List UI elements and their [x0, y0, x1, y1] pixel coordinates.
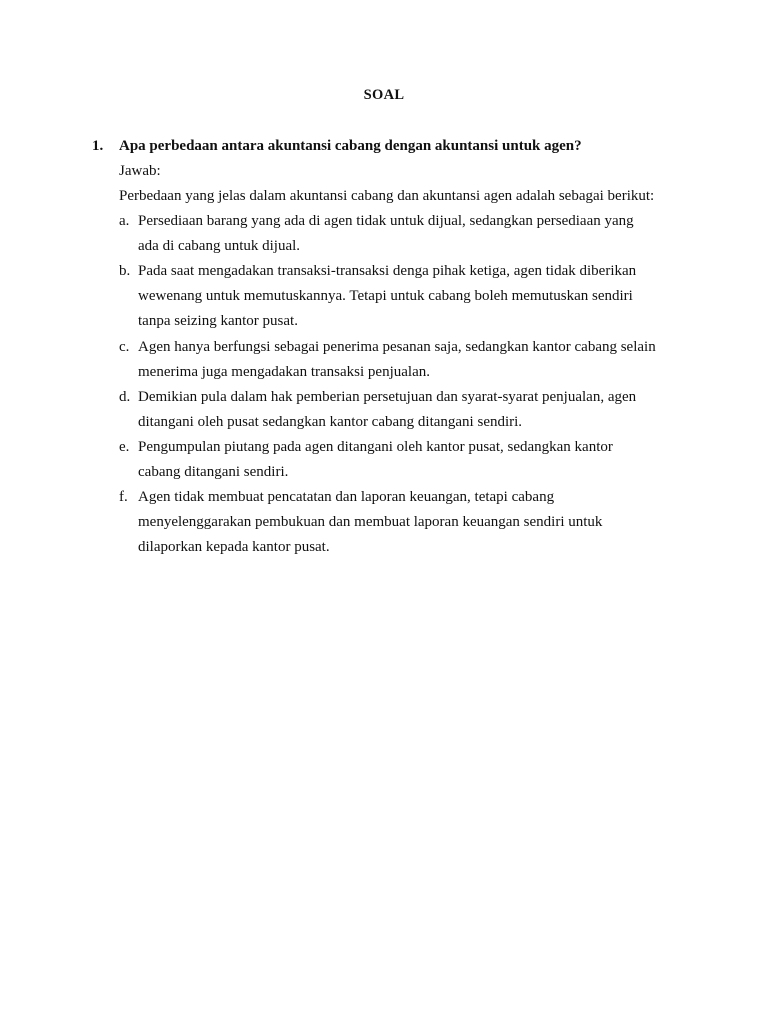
list-item [119, 209, 699, 259]
list-item-line: menyelenggarakan pembukuan dan membuat laporan keuangan sendiri untuk [138, 514, 603, 530]
answer-intro: Perbedaan yang jelas dalam akuntansi cabang dan akuntansi agen adalah sebagai berikut: [119, 188, 655, 204]
list-item-line: Agen tidak membuat pencatatan dan laporan keuangan, tetapi cabang [138, 489, 555, 505]
list-item-line: Persediaan barang yang ada di agen tidak untuk dijual, sedangkan persediaan yang [138, 213, 634, 229]
list-item-line: Pada saat mengadakan transaksi-transaksi denga pihak ketiga, agen tidak diberikan [138, 263, 637, 279]
list-marker: f. [119, 489, 128, 505]
list-item-line: ada di cabang untuk dijual. [138, 238, 301, 254]
list-marker: e. [119, 439, 130, 455]
list-item [119, 435, 699, 485]
list-item-line: tanpa seizing kantor pusat. [138, 313, 298, 329]
list-item [119, 385, 699, 435]
list-item-line: menerima juga mengadakan transaksi penjualan. [138, 364, 430, 380]
list-item [119, 259, 699, 334]
list-item-text [138, 435, 699, 485]
list-marker: d. [119, 389, 131, 405]
list-item-text [138, 385, 699, 435]
list-marker: b. [119, 263, 131, 279]
page-title: SOAL [363, 87, 405, 103]
question-number: 1. [92, 138, 104, 154]
list-item-line: Pengumpulan piutang pada agen ditangani oleh kantor pusat, sedangkan kantor [138, 439, 613, 455]
list-item-line: Agen hanya berfungsi sebagai penerima pesanan saja, sedangkan kantor cabang selain [138, 339, 656, 355]
list-item-line: Demikian pula dalam hak pemberian persetujuan dan syarat-syarat penjualan, agen [138, 389, 637, 405]
list-item-text [138, 209, 699, 259]
list-item-line: cabang ditangani sendiri. [138, 464, 289, 480]
list-item-line: wewenang untuk memutuskannya. Tetapi untuk cabang boleh memutuskan sendiri [138, 288, 633, 304]
list-item [119, 335, 699, 385]
list-item-line: dilaporkan kepada kantor pusat. [138, 539, 330, 555]
list-item-text [138, 335, 699, 385]
list-item-line: ditangani oleh pusat sedangkan kantor cabang ditangani sendiri. [138, 414, 523, 430]
list-item-text [138, 485, 699, 560]
question-text: Apa perbedaan antara akuntansi cabang dengan akuntansi untuk agen? [119, 138, 582, 154]
list-marker: c. [119, 339, 130, 355]
list-item [119, 485, 699, 560]
list-item-text [138, 259, 699, 334]
list-marker: a. [119, 213, 130, 229]
answer-label: Jawab: [119, 163, 161, 179]
